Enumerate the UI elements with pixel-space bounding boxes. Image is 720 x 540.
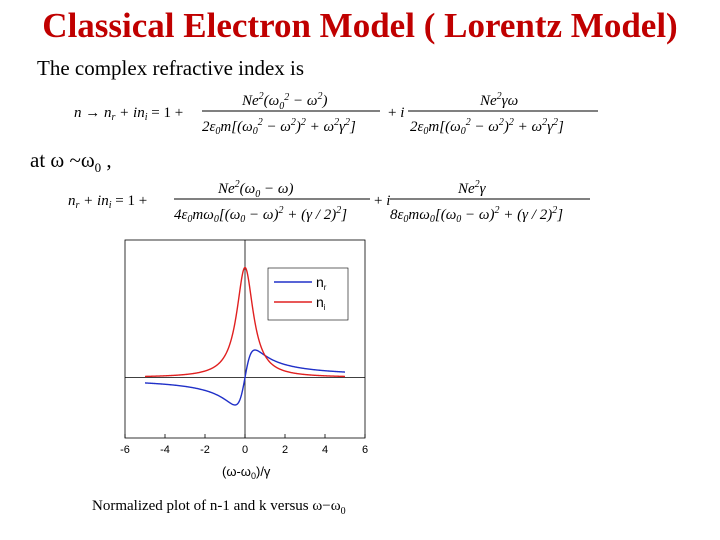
x-tick-label: -6 — [120, 444, 130, 456]
svg-text:+ i: + i — [388, 105, 405, 121]
plot-caption: Normalized plot of n-1 and k versus $\omega-\omega_0$ — [92, 498, 346, 517]
x-tick-label: 6 — [361, 444, 369, 456]
svg-text:Ne2(ω02 − ω2): $Ne^2(\omega_0^2 - \omega^2)$ — [242, 91, 328, 112]
svg-text:Ne2(ω0 − ω): $Ne^2(\omega_0 - \omega)$ — [218, 179, 294, 200]
legend-nr-label: $n_r$ — [316, 274, 327, 292]
condition-text: at ω $\sim\omega_0$ , — [30, 148, 112, 176]
svg-text:+ i: + i — [374, 193, 391, 209]
x-tick-label: -2 — [200, 444, 210, 456]
svg-text:8ε0mω0[(ω0 − ω)2 + (γ / 2)2]: $8\varepsilon_0m\omega_0[(\omega_0 - \omega)^2 + (\gamma / 2)^2]$ — [390, 205, 564, 225]
approx-equation — [68, 176, 598, 233]
svg-text:2ε0m[(ω02 − ω2)2 + ω2γ2]: $2\varepsilon_0m[(\omega_0^2 - \omega^2)^2 + \omega^2\gamma^2]$ — [202, 117, 356, 137]
legend — [268, 268, 348, 320]
slide-title: Classical Electron Model ( Lorentz Model) — [42, 6, 678, 45]
legend-ni-label: $n_i$ — [316, 294, 326, 312]
svg-text:2ε0m[(ω02 − ω2)2 + ω2γ2]: $2\varepsilon_0m[(\omega_0^2 - \omega^2)^2 + \omega^2\gamma^2]$ — [410, 117, 564, 137]
x-tick-label: 4 — [321, 444, 329, 456]
x-axis-label: $(\omega-\omega_0)/\gamma$ — [222, 464, 271, 481]
lorentz-plot — [110, 238, 380, 493]
svg-text:4ε0mω0[(ω0 − ω)2 + (γ / 2)2]: $4\varepsilon_0m\omega_0[(\omega_0 - \omega)^2 + (\gamma / 2)^2]$ — [174, 205, 348, 225]
svg-text:nr + ini = 1 +: $n_r + in_i = 1$ + — [68, 193, 148, 211]
svg-text:n → nr + ini = 1 +: $n \to n_r + in_i = 1$ + — [74, 105, 184, 123]
x-tick-label: 2 — [281, 444, 289, 456]
x-tick-label: 0 — [241, 444, 249, 456]
intro-text: The complex refractive index is — [37, 56, 305, 80]
x-tick-label: -4 — [160, 444, 170, 456]
svg-text:Ne2γ: Ne$^2$γ — [458, 179, 486, 197]
svg-text:Ne2γω: Ne$^2$γω — [480, 91, 519, 109]
refractive-index-equation — [70, 88, 610, 145]
